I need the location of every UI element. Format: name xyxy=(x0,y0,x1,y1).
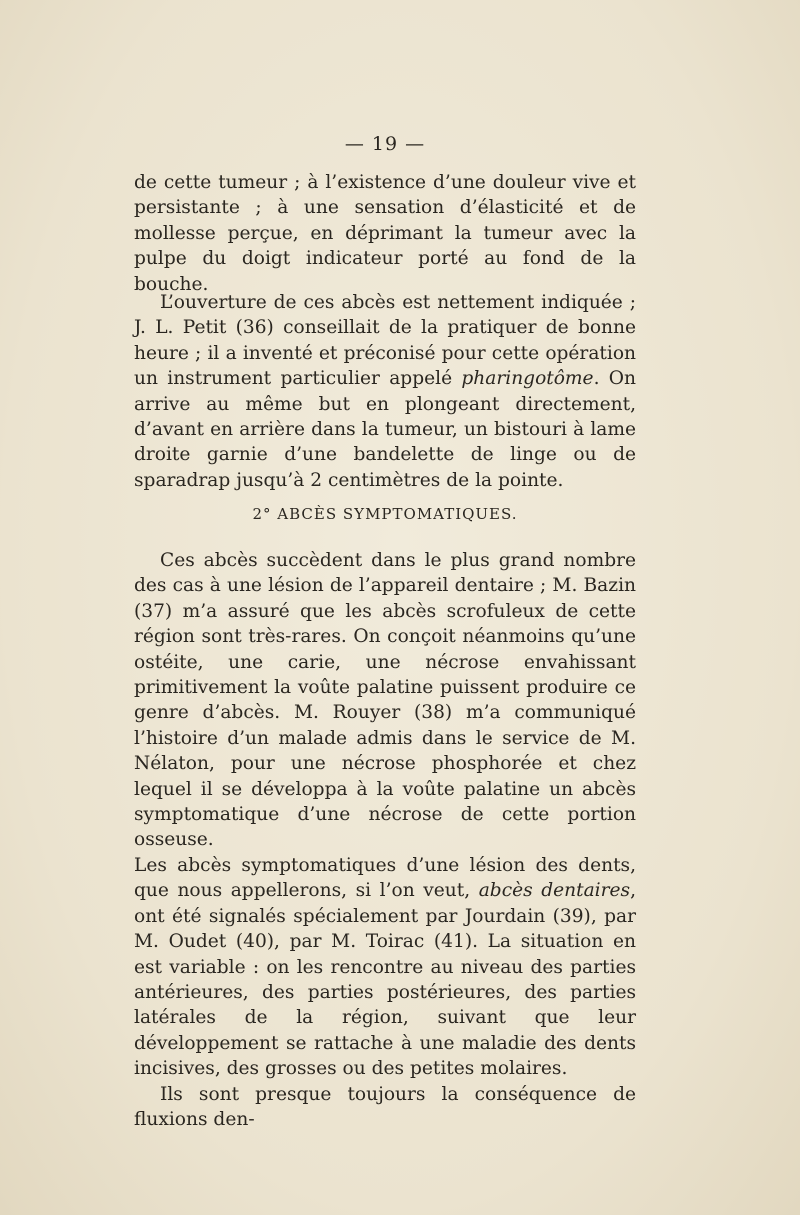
paragraph-symptomatic-intro: Ces abcès succèdent dans le plus grand nombre des cas à une lésion de l’appareil dentaire ; M. Bazin (37) m’a assuré que les abcès scrofuleux de cette région sont très-rares. On conçoit néanmoins qu’une ostéite, une carie, une nécrose envahissant primitivement la voûte palatine puissent produire ce genre d’abcès. M. Rouyer (38) m’a communiqué l’histoire d’un malade admis dans le service de M. Nélaton, pour une nécrose phosphorée et chez lequel il se développa à la voûte palatine un abcès symptomatique d’une nécrose de cette portion osseuse. xyxy=(134,550,636,851)
paragraph-opening xyxy=(134,290,636,493)
paragraph-dental-text-a: Les abcès symptomatiques d’une lésion des dents, que nous appellerons, si l’on veut, xyxy=(134,854,636,902)
paragraph-fluxions: Ils sont presque toujours la conséquence de fluxions den- xyxy=(134,1083,636,1130)
paragraph-opening-text-b: . On arrive au même but en plongeant directement, d’avant en arrière dans la tumeur, un bistouri à lame droite garnie d’une bandelette de linge ou de sparadrap jusqu’à 2 centimètres de la pointe. xyxy=(134,368,636,491)
paragraph-opening-text-a: L’ouverture de ces abcès est nettement indiquée ; J. L. Petit (36) conseillait de la pratiquer de bonne heure ; il a inventé et préconisé pour cette opération un instrument particulier appelé xyxy=(134,292,636,390)
paragraph-dental-abscess xyxy=(134,853,636,1082)
text-block-continuation xyxy=(134,170,636,297)
paragraph-continuation: de cette tumeur ; à l’existence d’une douleur vive et persistante ; à une sensation d’élasticité et de mollesse perçue, en déprimant la tumeur avec la pulpe du doigt indicateur porté au fond de la bouche. xyxy=(134,172,636,295)
section-heading: 2° ABCÈS SYMPTOMATIQUES. xyxy=(252,505,518,523)
paragraph-dental-text-b: , ont été signalés spécialement par Jourdain (39), par M. Oudet (40), par M. Toirac (41). La situation en est variable : on les rencontre au niveau des parties antérieures, des parties postérieures, des parties latérales de la région, suivant que leur développement se rattache à une maladie des dents incisives, des grosses ou des petites molaires. xyxy=(134,880,636,1080)
text-block-opening xyxy=(134,290,636,493)
term-pharingotome: pharingotôme xyxy=(461,368,594,390)
page-number: — 19 — xyxy=(344,133,426,155)
text-block-symptomatic xyxy=(134,548,636,1132)
term-abces-dentaires: abcès dentaires xyxy=(478,880,631,902)
